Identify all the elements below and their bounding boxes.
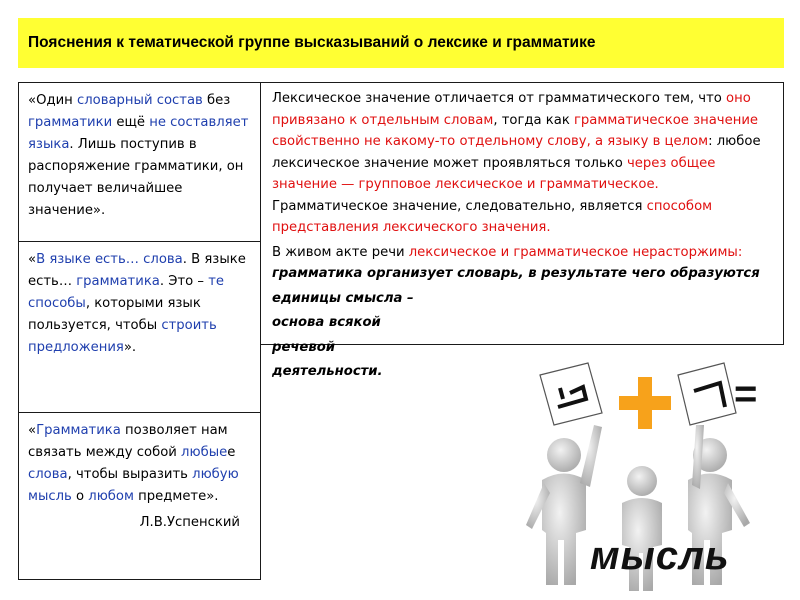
quote-author: Л.В.Успенский — [139, 515, 240, 530]
explanation-italic: грамматика организует словарь, в результате чего образуются — [272, 266, 760, 281]
explanation-text — [272, 88, 772, 386]
explanation-highlight: через общее значение — групповое лексическое и грамматическое. — [272, 155, 716, 192]
quote2-text: . В языке есть… — [28, 252, 246, 289]
quote2-highlight: те способы — [28, 274, 224, 311]
quote3-text: « — [28, 423, 37, 438]
quote1-text: «Один — [28, 93, 77, 108]
explanation-highlight: оно привязано к отдельным словам — [272, 91, 751, 128]
quote2-highlight: грамматика — [76, 274, 160, 289]
plus-sign — [619, 377, 671, 429]
quote3-text: позволяет нам связать между собой — [28, 423, 228, 460]
quote-cell-1 — [18, 82, 261, 242]
quote2-highlight: строить предложения — [28, 318, 217, 355]
quote1-highlight: не составляет языка — [28, 115, 249, 152]
explanation-paragraph-1 — [272, 88, 772, 239]
explanation-line: речевой — [272, 339, 336, 355]
quote2-text: . Это – — [159, 274, 209, 289]
equals-sign: = — [734, 372, 758, 416]
explanation-line: деятельности. — [272, 364, 383, 379]
explanation-paragraph-2 — [272, 242, 772, 285]
explanation-highlight: лексическое и грамматическое нерасторжимы: — [408, 244, 743, 260]
column-divider — [260, 344, 261, 580]
explanation-span: , тогда как — [493, 112, 574, 128]
quote2-text: ». — [123, 340, 137, 355]
quote2-highlight: В языке есть… слова — [36, 252, 183, 267]
explanation-highlight: грамматическое значение свойственно не какому-то отдельному слову, а языку в целом — [272, 112, 759, 149]
quote2-text: , которыми язык пользуется, чтобы — [28, 296, 201, 333]
explanation-span: : любое лексическое значение может проявляться только — [272, 134, 761, 171]
quote1-text: без — [202, 93, 231, 108]
quote3-text: е — [227, 445, 236, 460]
quote3-highlight: слова — [28, 467, 68, 482]
quote3-text: о — [71, 489, 89, 504]
quote-cell-3 — [18, 412, 261, 580]
explanation-highlight: способом представления лексического значения. — [272, 198, 713, 235]
slide-title-text: Пояснения к тематической группе высказываний о лексике и грамматике — [28, 34, 596, 51]
quote3-text: предмете». — [133, 489, 219, 504]
quote3-text: , чтобы выразить — [67, 467, 193, 482]
explanation-span: В живом акте речи — [272, 244, 409, 260]
explanation-line: основа всякой — [272, 315, 381, 330]
quote2-text: « — [28, 252, 37, 267]
quote1-highlight: словарный состав — [76, 93, 203, 108]
explanation-span: Грамматическое значение, следовательно, является — [272, 198, 647, 214]
quote1-text: . Лишь поступив в распоряжение грамматики, он получает величайшее значение». — [28, 137, 244, 218]
explanation-span: Лексическое значение отличается от грамматического тем, что — [272, 91, 727, 106]
quote3-highlight: любом — [88, 489, 134, 504]
quote1-highlight: грамматики — [28, 115, 113, 130]
slide-title — [18, 18, 784, 68]
quote-cell-2 — [18, 241, 261, 413]
quote3-highlight: Грамматика — [36, 423, 121, 438]
thought-word: мысль — [590, 534, 730, 578]
quote3-highlight: любые — [181, 445, 228, 460]
sign-card-right — [678, 363, 736, 425]
explanation-line: единицы смысла – — [272, 290, 414, 306]
quote3-highlight: любую мысль — [28, 467, 239, 504]
quote1-text: ещё — [112, 115, 150, 130]
